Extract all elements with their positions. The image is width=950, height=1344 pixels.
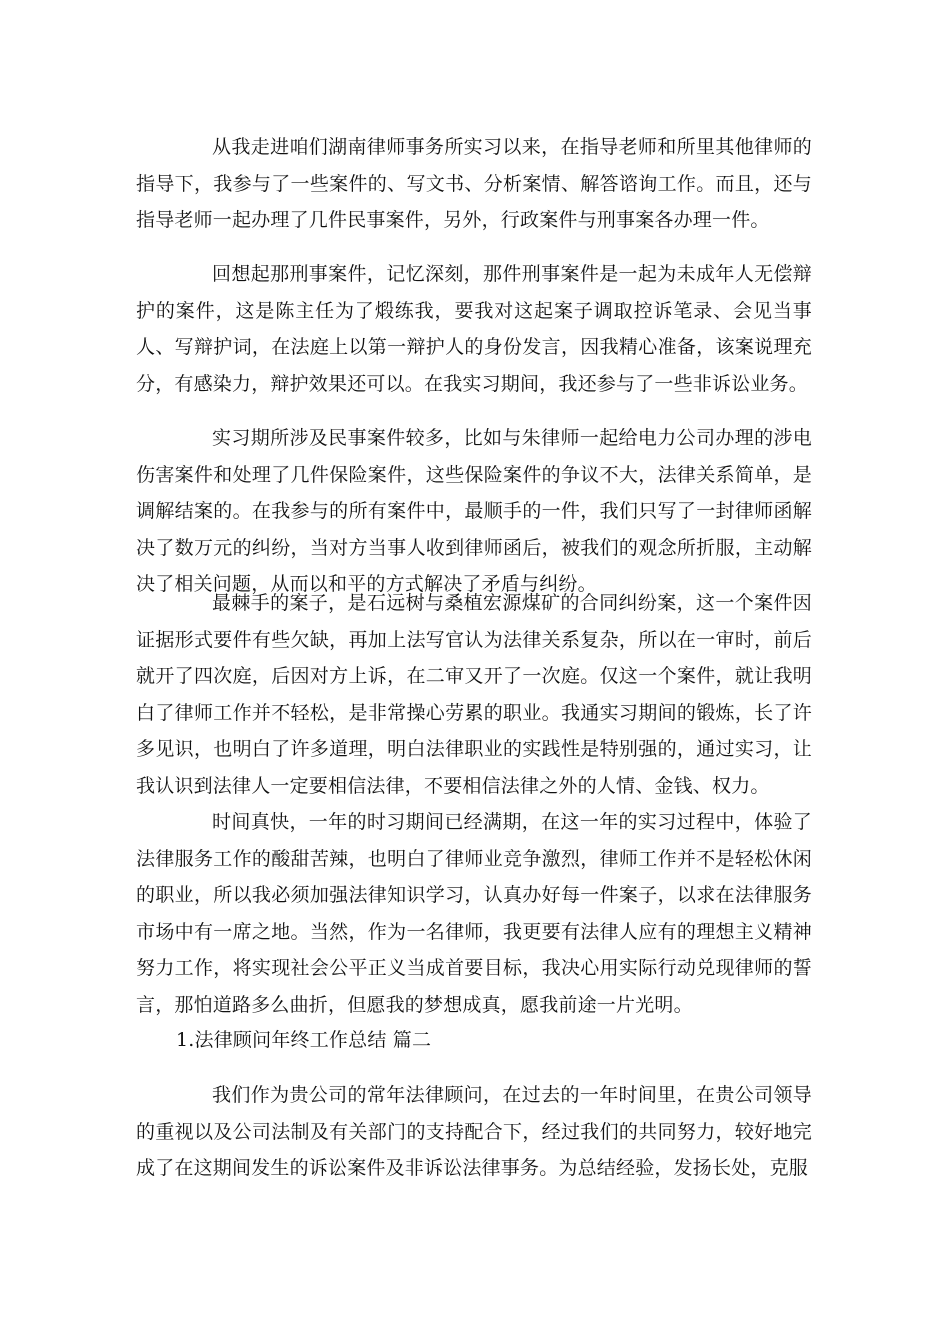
- paragraph-legal-advisor-intro: 我们作为贵公司的常年法律顾问，在过去的一年时间里，在贵公司领导的重视以及公司法制及有关部门的支持配合下，经过我们的共同努力，较好地完成了在这期间发生的诉讼案件及非诉讼法律事务。为总结经验，发扬长处，克服: [136, 1084, 812, 1179]
- paragraph-civil-cases: 实习期所涉及民事案件较多，比如与朱律师一起给电力公司办理的涉电伤害案件和处理了几件保险案件，这些保险案件的争议不大，法律关系简单，是调解结案的。在我参与的所有案件中，最顺手的一件，我们只写了一封律师函解决了数万元的纠纷，当对方当事人收到律师函后，被我们的观念所折服，主动解决了相关问题，从而以和平的方式解决了矛盾与纠纷。: [136, 427, 812, 595]
- paragraph-difficult-case: 最棘手的案子，是石远树与桑植宏源煤矿的合同纠纷案，这一个案件因证据形式要件有些欠缺，再加上法写官认为法律关系复杂，所以在一审时，前后就开了四次庭，后因对方上诉，在二审又开了一次庭。仅这一个案件，就让我明白了律师工作并不轻松，是非常操心劳累的职业。我通实习期间的锻炼，长了许多见识，也明白了许多道理，明白法律职业的实践性是特别强的，通过实习，让我认识到法律人一定要相信法律，不要相信法律之外的人情、金钱、权力。: [136, 592, 812, 797]
- paragraph-criminal-case: 回想起那刑事案件，记忆深刻，那件刑事案件是一起为未成年人无偿辩护的案件，这是陈主任为了煅练我，要我对这起案子调取控诉笔录、会见当事人、写辩护词，在法庭上以第一辩护人的身份发言，因我精心准备，该案说理充分，有感染力，辩护效果还可以。在我实习期间，我还参与了一些非诉讼业务。: [136, 263, 812, 395]
- section-heading: 1.法律顾问年终工作总结 篇二: [176, 1029, 432, 1051]
- paragraph-conclusion: 时间真快，一年的时习期间已经满期，在这一年的实习过程中，体验了法律服务工作的酸甜苦辣，也明白了律师业竞争激烈，律师工作并不是轻松休闲的职业，所以我必须加强法律知识学习，认真办好每一件案子，以求在法律服务市场中有一席之地。当然，作为一名律师，我更要有法律人应有的理想主义精神努力工作，将实现社会公平正义当成首要目标，我决心用实际行动兑现律师的誓言，那怕道路多么曲折，但愿我的梦想成真，愿我前途一片光明。: [136, 811, 812, 1016]
- paragraph-internship-intro: 从我走进咱们湖南律师事务所实习以来，在指导老师和所里其他律师的指导下，我参与了一些案件的、写文书、分析案情、解答谘询工作。而且，还与指导老师一起办理了几件民事案件，另外，行政案件与刑事案各办理一件。: [136, 136, 812, 231]
